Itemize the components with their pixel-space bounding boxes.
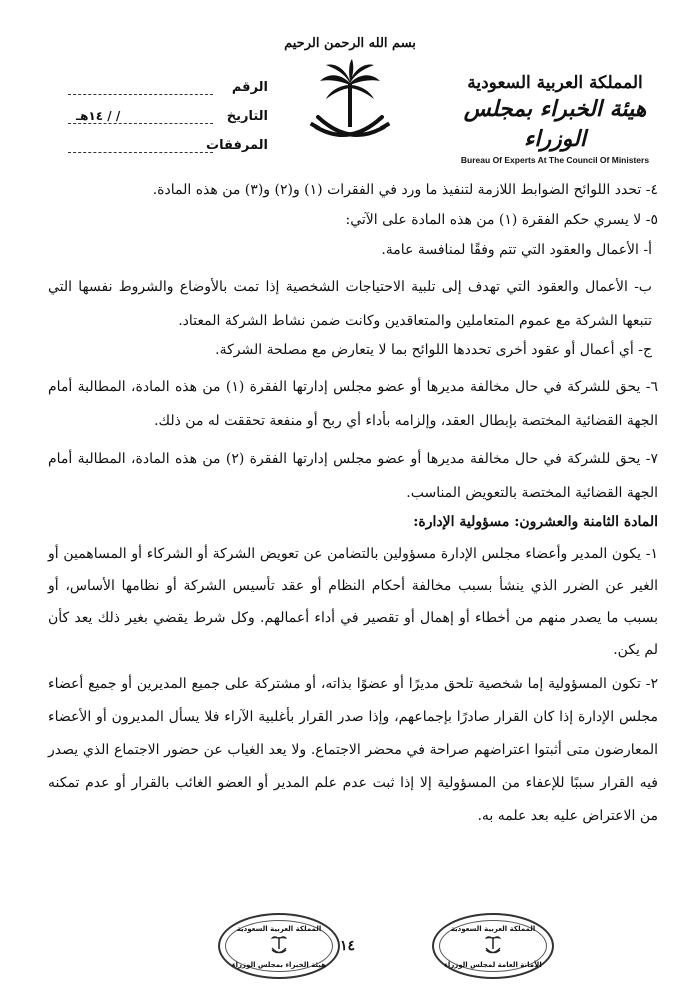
date-line — [68, 123, 213, 124]
attachments-label: المرفقات — [206, 138, 268, 153]
meta-attachments-row — [68, 138, 268, 167]
stamp-right-top-text: المملكة العربية السعودية — [450, 925, 536, 933]
saudi-emblem-icon — [300, 55, 400, 155]
bureau-name-english: Bureau Of Experts At The Council Of Ministers — [460, 155, 650, 165]
meta-number-row — [68, 80, 268, 109]
letter-meta — [68, 80, 268, 167]
meta-date-row — [68, 109, 268, 138]
clause-5b: ب- الأعمال والعقود التي تهدف إلى تلبية الاحتياجات الشخصية إذا تمت بالأوضاع والشروط نفسها التي تتبعها الشركة مع عموم المتعاملين والمتعاقدين وكانت ضمن نشاط الشركة المعتاد. — [48, 279, 652, 329]
basmala: بسم الله الرحمن الرحيم — [284, 36, 416, 51]
stamp-right-bottom-text: الأمانة العامة لمجلس الوزراء — [444, 961, 542, 969]
stamp-emblem-icon — [267, 933, 291, 957]
stamp-left-bottom-text: هيئة الخبراء بمجلس الوزراء — [232, 961, 326, 969]
date-label: التاريخ — [226, 109, 268, 124]
number-label: الرقم — [231, 80, 268, 95]
article-28-clause-1: ١- يكون المدير وأعضاء مجلس الإدارة مسؤولين بالتضامن عن تعويض الشركة أو الشركاء أو المساهمين أو الغير عن الضرر الذي ينشأ بسبب مخالفة أحكام النظام أو عقد تأسيس الشركة أو نظامها الأساس، أو بسبب ما يصدر منهم من أخطاء أو إهمال أو تقصير في أداء أعمالهم. وكل شرط يقضي بغير ذلك يعد كأن لم يكن. — [48, 546, 658, 658]
clause-5a: أ- الأعمال والعقود التي تتم وفقًا لمنافسة عامة. — [381, 242, 652, 258]
letterhead-bureau — [450, 72, 660, 166]
page-footer — [0, 908, 700, 988]
clause-5: ٥- لا يسري حكم الفقرة (١) من هذه المادة على الآتي: — [345, 212, 658, 228]
kingdom-name: المملكة العربية السعودية — [467, 73, 643, 93]
clause-7: ٧- يحق للشركة في حال مخالفة مديرها أو عضو مجلس إدارتها الفقرة (٢) من هذه المادة، المطالبة أمام الجهة القضائية المختصة بالتعويض المناسب. — [48, 451, 658, 501]
bureau-stamp — [218, 913, 340, 979]
clause-5c: ج- أي أعمال أو عقود أخرى تحددها اللوائح بما لا يتعارض مع مصلحة الشركة. — [215, 342, 652, 358]
document-body — [48, 180, 658, 843]
page-number: ١٤ — [340, 938, 356, 954]
stamp-emblem-icon — [481, 933, 505, 957]
attachments-line — [68, 152, 213, 153]
stamp-left-top-text: المملكة العربية السعودية — [236, 925, 322, 933]
article-28-clause-2: ٢- تكون المسؤولية إما شخصية تلحق مديرًا أو عضوًا بذاته، أو مشتركة على جميع المديرين أو جميع أعضاء مجلس الإدارة إذا كان القرار صادرًا بإجماعهم، وإذا صدر القرار بأغلبية الآراء فلا يسأل المديرون أو الأعضاء المعارضون متى أثبتوا اعتراضهم صراحة في محضر الاجتماع. ولا يعد الغياب عن حضور الاجتماع الذي يصدر فيه القرار سببًا للإعفاء من المسؤولية إلا إذا ثبت عدم علم المدير أو العضو الغائب بالقرار أو عدم تمكنه من الاعتراض عليه بعد علمه به. — [48, 676, 658, 824]
number-line — [68, 94, 213, 95]
secretariat-stamp — [432, 913, 554, 979]
date-value: / / ١٤هـ — [76, 109, 121, 123]
clause-4: ٤- تحدد اللوائح الضوابط اللازمة لتنفيذ ما ورد في الفقرات (١) و(٢) و(٣) من هذه المادة. — [152, 182, 658, 198]
bureau-name-arabic: هيئة الخبراء بمجلس الوزراء — [463, 96, 647, 152]
article-28-heading: المادة الثامنة والعشرون: مسؤولية الإدارة: — [413, 514, 658, 530]
clause-6: ٦- يحق للشركة في حال مخالفة مديرها أو عضو مجلس إدارتها الفقرة (١) من هذه المادة، المطالبة أمام الجهة القضائية المختصة بإبطال العقد، وإلزامه بأداء أي ربح أو منفعة تحققت له من ذلك. — [48, 379, 658, 429]
